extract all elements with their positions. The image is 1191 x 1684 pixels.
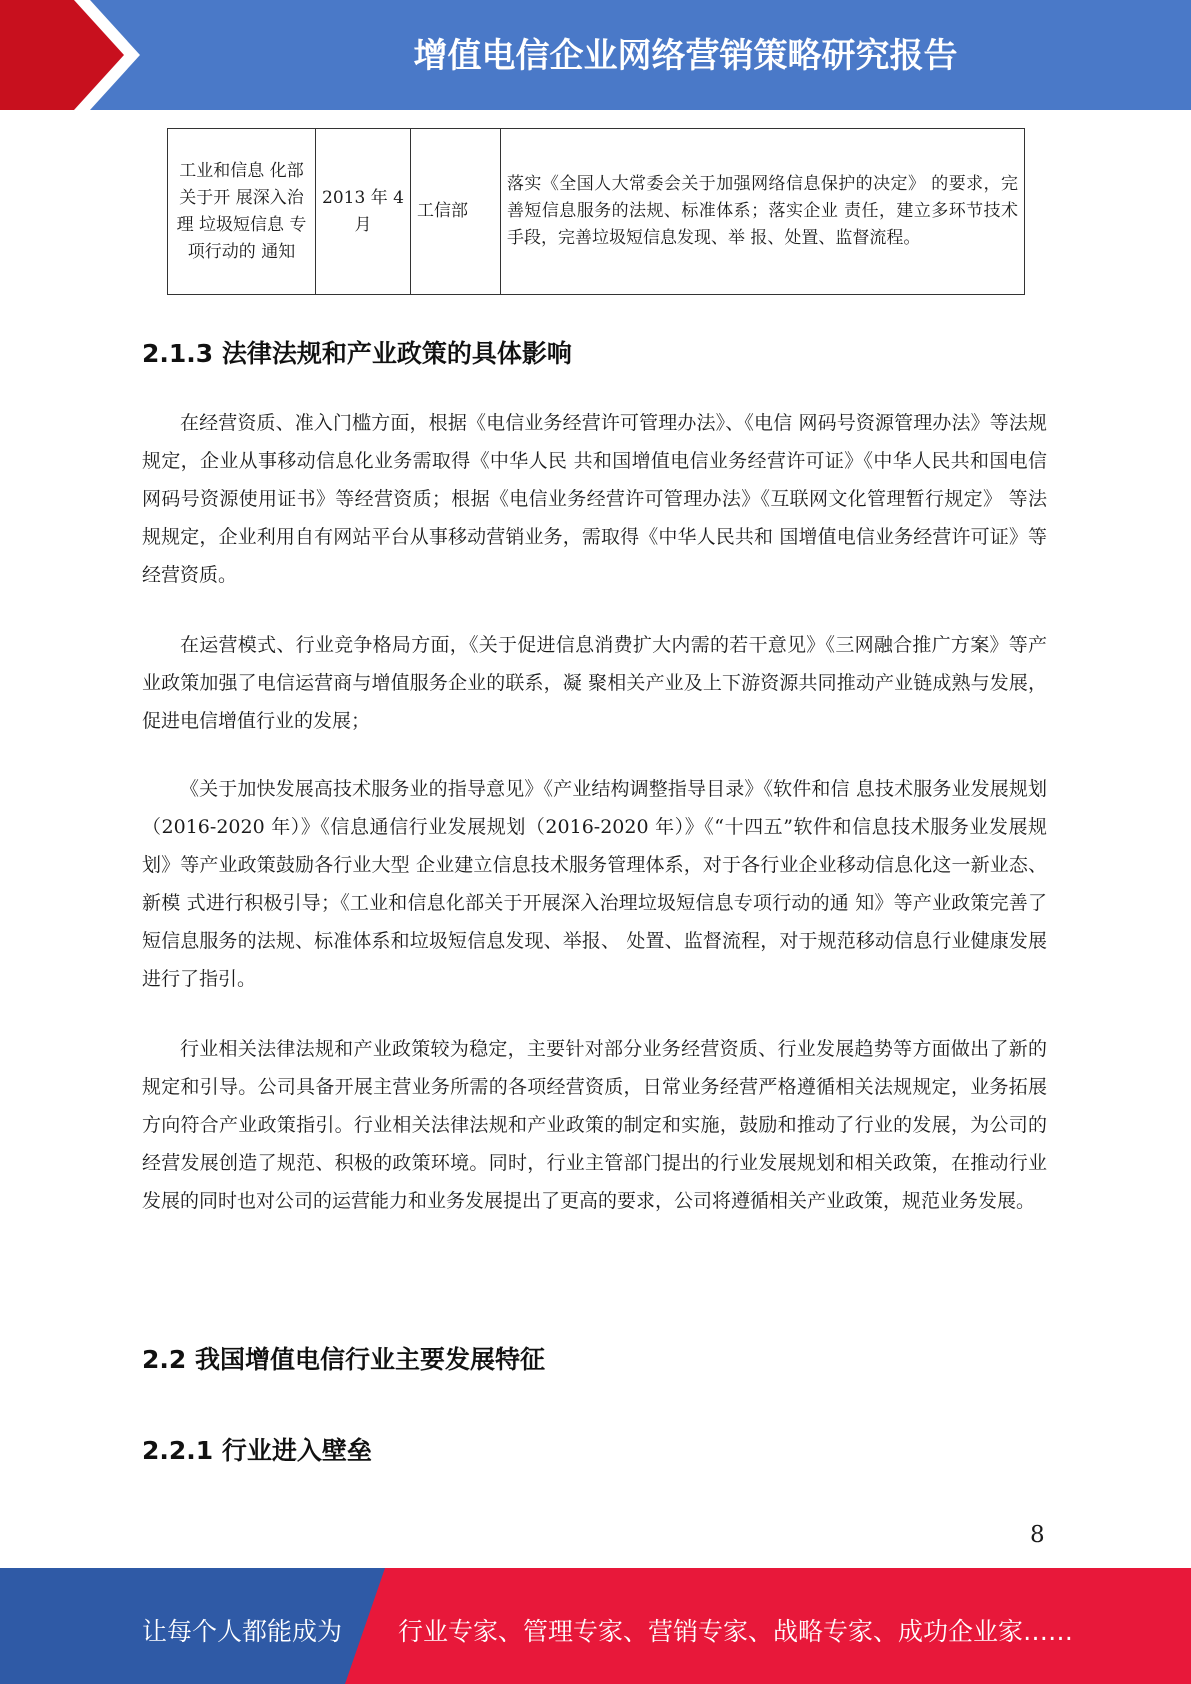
paragraph-1: 在经营资质、准入门槛方面，根据《电信业务经营许可管理办法》、《电信 网码号资源管理办法》等法规规定，企业从事移动信息化业务需取得《中华人民 共和国增值电信业务经营许可证》《中华人民共和国电信网码号资源使用证书》等经营资质；根据《电信业务经营许可管理办法》《互联网文化管理暂行规定》 等法规规定，企业利用自有网站平台从事移动营销业务，需取得《中华人民共和 国增值电信业务经营许可证》等经营资质。 <box>142 412 1047 586</box>
paragraph-3: 《关于加快发展高技术服务业的指导意见》《产业结构调整指导目录》《软件和信 息技术服务业发展规划（2016-2020 年）》《信息通信行业发展规划（2016-2020 年）》《“十四五”软件和信息技术服务业发展规划》等产业政策鼓励各行业大型 企业建立信息技术服务管理体系，对于各行业企业移动信息化这一新业态、新模 式进行积极引导；《工业和信息化部关于开展深入治理垃圾短信息专项行动的通 知》等产业政策完善了短信息服务的法规、标准体系和垃圾短信息发现、举报、 处置、监督流程，对于规范移动信息行业健康发展进行了指引。 <box>142 778 1047 990</box>
section-heading-2-2-1: 2.2.1 行业进入壁垒 <box>142 1436 372 1465</box>
header-arrow-decoration <box>0 0 140 110</box>
policy-date-cell: 2013 年 4月 <box>316 129 411 295</box>
policy-table <box>167 128 1025 295</box>
policy-name-cell: 工业和信息 化部关于开 展深入治理 垃圾短信息 专项行动的 通知 <box>168 129 316 295</box>
table-row <box>168 129 1025 295</box>
page-number: 8 <box>1030 1522 1045 1548</box>
policy-department-cell: 工信部 <box>411 129 501 295</box>
page-header <box>0 0 1191 110</box>
policy-description-cell: 落实《全国人大常委会关于加强网络信息保护的决定》 的要求，完善短信息服务的法规、标准体系；落实企业 责任，建立多环节技术手段，完善垃圾短信息发现、举 报、处置、监督流程。 <box>501 129 1025 295</box>
section-heading-2-1-3: 2.1.3 法律法规和产业政策的具体影响 <box>142 339 572 368</box>
footer-slogan-left: 让每个人都能成为 <box>142 1617 343 1646</box>
section-heading-2-2: 2.2 我国增值电信行业主要发展特征 <box>142 1345 545 1374</box>
paragraph-4: 行业相关法律法规和产业政策较为稳定，主要针对部分业务经营资质、行业发展趋势等方面做出了新的规定和引导。公司具备开展主营业务所需的各项经营资质，日常业务经营严格遵循相关法规规定，业务拓展方向符合产业政策指引。行业相关法律法规和产业政策的制定和实施，鼓励和推动了行业的发展，为公司的经营发展创造了规范、积极的政策环境。同时，行业主管部门提出的行业发展规划和相关政策，在推动行业发展的同时也对公司的运营能力和业务发展提出了更高的要求，公司将遵循相关产业政策，规范业务发展。 <box>142 1038 1047 1212</box>
paragraph-2: 在运营模式、行业竞争格局方面，《关于促进信息消费扩大内需的若干意见》《三网融合推广方案》等产业政策加强了电信运营商与增值服务企业的联系，凝 聚相关产业及上下游资源共同推动产业链成熟与发展，促进电信增值行业的发展； <box>142 634 1047 732</box>
footer-slogan-right: 行业专家、管理专家、营销专家、战略专家、成功企业家…… <box>398 1617 1074 1646</box>
document-title: 增值电信企业网络营销策略研究报告 <box>413 36 958 76</box>
